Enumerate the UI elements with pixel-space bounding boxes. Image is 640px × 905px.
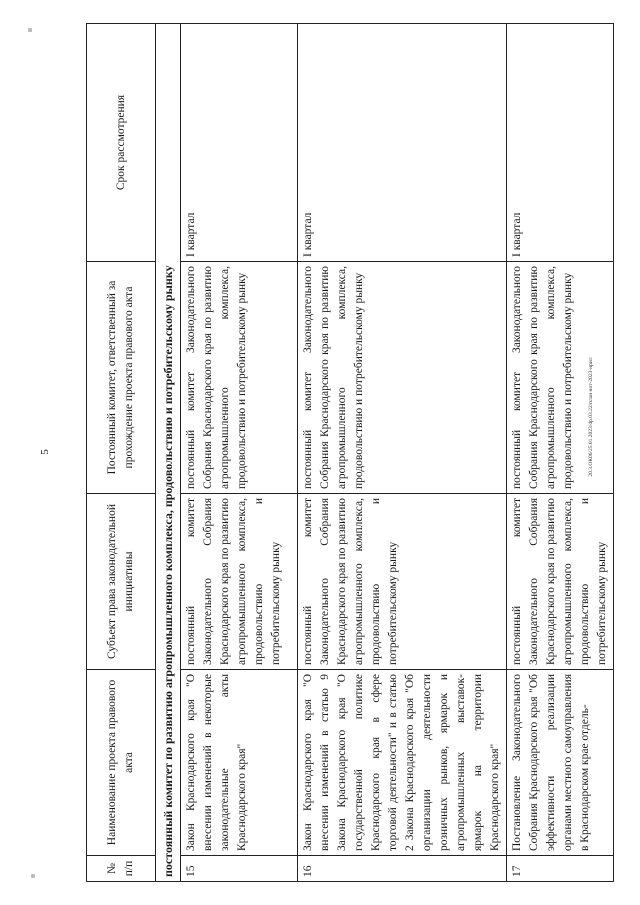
page-number: 5 xyxy=(38,449,51,455)
responsible-committee: постоянный комитет Законодательного Собрания Краснодарского края по развитию агропромышленного комплекса, продовольствию и потребительскому рынку xyxy=(507,262,614,494)
review-term: I квартал xyxy=(298,24,507,262)
initiative-subject: постоянный комитет Законодательного Собрания Краснодарского края по развитию агропромышленного комплекса, продовольствию и потребительскому рынку xyxy=(298,494,507,670)
header-subject: Субъект права законодательной инициативы xyxy=(87,494,156,670)
act-name: Постановление Законодательного Собрания Краснодарского края "Об эффективности реализации органами местного самоуправления в Краснодарском крае отдель- xyxy=(507,670,614,856)
table-row xyxy=(507,24,614,882)
table-row xyxy=(181,24,298,882)
row-number: 16 xyxy=(298,856,507,882)
table-header-row xyxy=(87,24,156,882)
header-number: № п/п xyxy=(87,856,156,882)
act-name: Закон Краснодарского края "О внесении изменений в некоторые законодательные акты Краснодарского края" xyxy=(181,670,298,856)
header-term: Срок рассмотрения xyxy=(87,24,156,262)
header-committee: Постоянный комитет, ответственный за прохождение проекта правового акта xyxy=(87,262,156,494)
header-act-name: Наименование проекта правового акта xyxy=(87,670,156,856)
review-term: I квартал xyxy=(181,24,298,262)
section-row xyxy=(156,24,181,882)
table-row xyxy=(298,24,507,882)
row-number: 17 xyxy=(507,856,614,882)
review-term: I квартал xyxy=(507,24,614,262)
scan-mark xyxy=(28,28,32,32)
legislation-plan-table xyxy=(86,23,614,882)
act-name: Закон Краснодарского края "О внесении изменений в статью 9 Закона Краснодарского края "О государственной политике Краснодарского края в сфере торговой деятельности" и в статью 2 Закона Краснодарского края "Об организации деятельности розничных рынков, ярмарок и агропромышленных выставок-ярмарок на территории Краснодарского края" xyxy=(298,670,507,856)
initiative-subject: постоянный комитет Законодательного Собрания Краснодарского края по развитию агропромышленного комплекса, продовольствию и потребительскому рынку xyxy=(181,494,298,670)
scan-mark xyxy=(31,874,35,878)
footer-code: 20.3.ОК06/25.01.2023/dp.03.22/план нот-2023-нрил xyxy=(588,357,594,477)
responsible-committee: постоянный комитет Законодательного Собрания Краснодарского края по развитию агропромышленного комплекса, продовольствию и потребительскому рынку xyxy=(181,262,298,494)
responsible-committee: постоянный комитет Законодательного Собрания Краснодарского края по развитию агропромышленного комплекса, продовольствию и потребительскому рынку xyxy=(298,262,507,494)
initiative-subject: постоянный комитет Законодательного Собрания Краснодарского края по развитию агропромышленного комплекса, продовольствию и потребительскому рынку xyxy=(507,494,614,670)
section-title: постоянный комитет по развитию агропромышленного комплекса, продовольствию и потребительскому рынку xyxy=(156,24,181,882)
row-number: 15 xyxy=(181,856,298,882)
